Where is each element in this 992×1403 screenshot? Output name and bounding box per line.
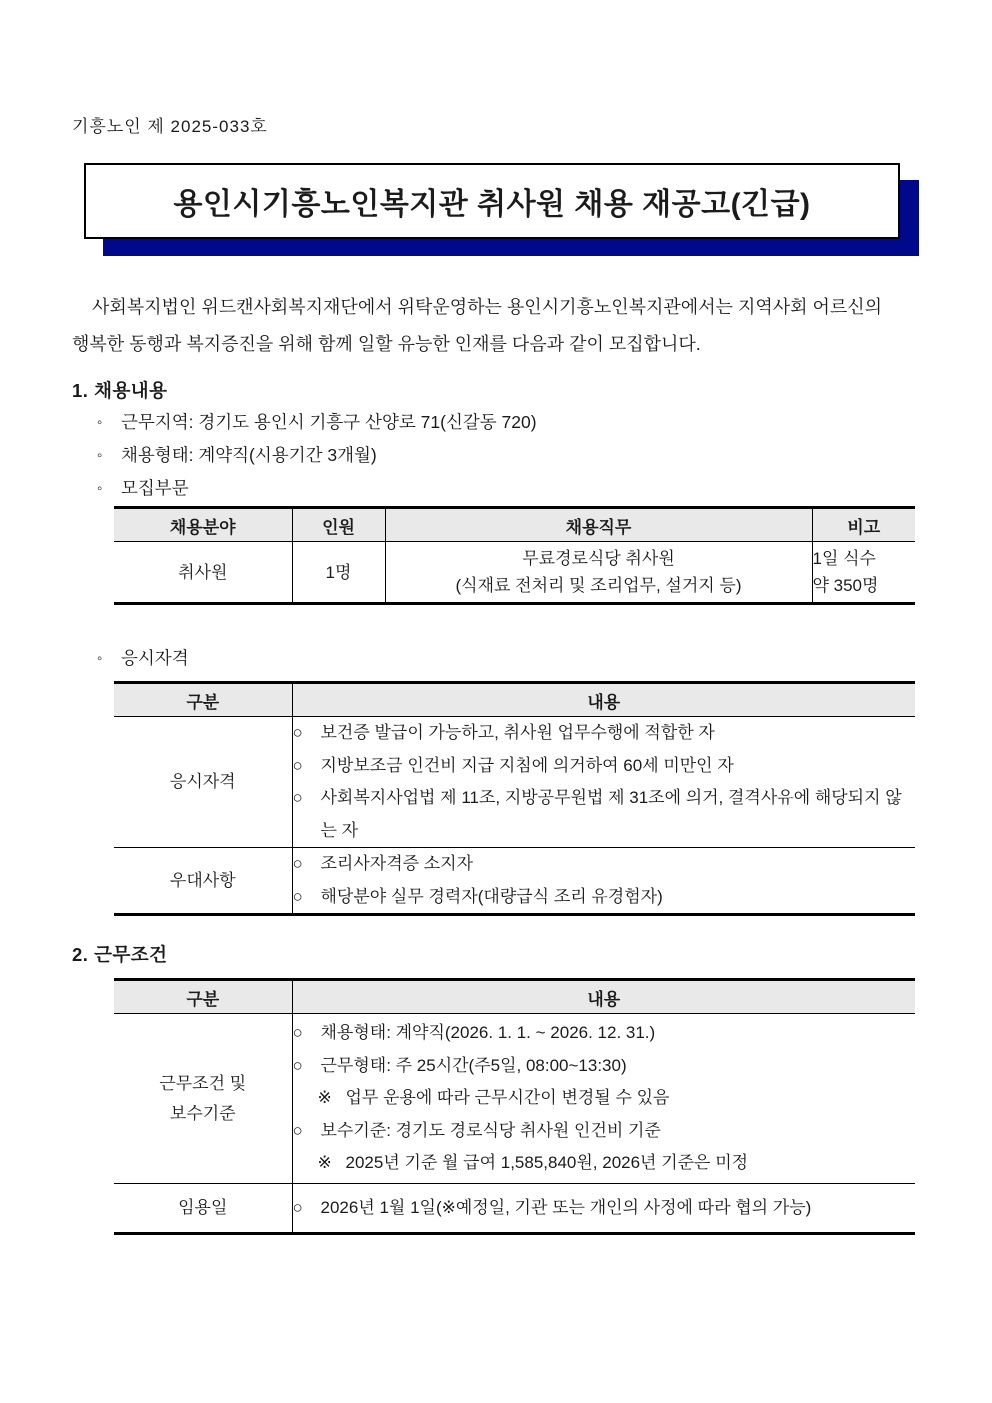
bullet-marker-icon: ◦ (97, 447, 103, 464)
intro-line: 사회복지법인 위드캔사회복지재단에서 위탁운영하는 용인시기흥노인복지관에서는 지역사회 어르신의 (92, 297, 883, 317)
col-header-note: 비고 (812, 508, 915, 542)
section-2-heading: 2. 근무조건 (72, 944, 168, 965)
row-content (292, 1184, 915, 1234)
circle-marker-icon: ○ (292, 1120, 303, 1140)
content-item (293, 881, 916, 914)
col-header-count: 인원 (292, 508, 385, 542)
content-item (293, 1017, 916, 1050)
col-header-content: 내용 (292, 980, 915, 1014)
work-conditions-table (114, 978, 915, 1235)
item-text: 보건증 발급이 가능하고, 취사원 업무수행에 적합한 자 (320, 723, 715, 742)
content-item (293, 1192, 916, 1225)
table-row-appointment-date (114, 1184, 915, 1234)
col-header-category: 구분 (114, 980, 292, 1014)
circle-marker-icon: ○ (292, 1197, 303, 1217)
table-row-conditions-pay (114, 1014, 915, 1184)
circle-marker-icon: ○ (292, 755, 303, 775)
note-line: 약 350명 (812, 576, 879, 595)
cell-duty (385, 542, 812, 604)
item-text: 보수기준: 경기도 경로식당 취사원 인건비 기준 (320, 1120, 661, 1140)
recruit-table (114, 506, 915, 605)
section-1-bullets (97, 406, 537, 505)
circle-marker-icon: ○ (292, 1055, 303, 1075)
bullet-text: 모집부문 (121, 478, 189, 498)
cell-field: 취사원 (114, 542, 292, 604)
label-line: 보수기준 (169, 1103, 236, 1123)
row-label: 임용일 (114, 1184, 292, 1234)
note-line: 1일 식수 (812, 549, 876, 568)
bullet-text: 채용형태: 계약직(시용기간 3개월) (121, 445, 377, 465)
work-conditions-header-row (114, 980, 915, 1014)
row-label: 응시자격 (114, 717, 292, 848)
item-text: 업무 운용에 따라 근무시간이 변경될 수 있음 (345, 1088, 670, 1108)
item-text: 조리사자격증 소지자 (320, 854, 474, 873)
circle-marker-icon: ○ (292, 723, 303, 742)
bullet-item (97, 439, 537, 472)
duty-line: (식재료 전처리 및 조리업무, 설거지 등) (455, 576, 742, 595)
row-label (114, 1014, 292, 1184)
bullet-marker-icon: ◦ (97, 480, 103, 497)
circle-marker-icon: ○ (292, 886, 303, 906)
duty-line: 무료경로식당 취사원 (522, 549, 675, 568)
content-note-item (318, 1082, 916, 1115)
reference-marker-icon: ※ (317, 1153, 332, 1173)
content-item (293, 717, 916, 750)
circle-marker-icon: ○ (292, 1023, 303, 1043)
section-1-heading: 1. 채용내용 (72, 380, 168, 401)
bullet-marker-icon: ◦ (97, 650, 103, 667)
eligibility-bullet (97, 642, 189, 675)
circle-marker-icon: ○ (292, 788, 303, 807)
intro-paragraph (72, 289, 928, 363)
bullet-text: 응시자격 (121, 648, 189, 668)
bullet-item (97, 472, 537, 505)
content-item (293, 782, 916, 847)
row-content (292, 717, 915, 848)
row-content (292, 848, 915, 915)
item-text: 근무형태: 주 25시간(주5일, 08:00~13:30) (320, 1055, 627, 1075)
row-label: 우대사항 (114, 848, 292, 915)
recruit-table-row (114, 542, 915, 604)
item-text: 2026년 1월 1일(※예정일, 기관 또는 개인의 사정에 따라 협의 가능) (320, 1197, 812, 1217)
item-text: 2025년 기준 월 급여 1,585,840원, 2026년 기준은 미정 (345, 1153, 749, 1173)
content-item (293, 848, 916, 881)
bullet-marker-icon: ◦ (97, 414, 103, 431)
col-header-duty: 채용직무 (385, 508, 812, 542)
recruit-table-header-row (114, 508, 915, 542)
cell-note (812, 542, 915, 604)
item-text: 해당분야 실무 경력자(대량급식 조리 유경험자) (320, 886, 663, 906)
document-number: 기흥노인 제 2025-033호 (72, 117, 268, 136)
row-content (292, 1014, 915, 1184)
page-title: 용인시기흥노인복지관 취사원 채용 재공고(긴급) (84, 163, 900, 239)
content-item (293, 750, 916, 783)
col-header-content: 내용 (292, 683, 915, 717)
item-text: 채용형태: 계약직(2026. 1. 1. ~ 2026. 12. 31.) (320, 1023, 656, 1043)
cell-count: 1명 (292, 542, 385, 604)
title-banner (84, 163, 900, 239)
item-text: 지방보조금 인건비 지급 지침에 의거하여 60세 미만인 자 (320, 755, 734, 775)
reference-marker-icon: ※ (317, 1088, 332, 1108)
col-header-field: 채용분야 (114, 508, 292, 542)
table-row-eligibility (114, 717, 915, 848)
intro-line: 행복한 동행과 복지증진을 위해 함께 일할 유능한 인재를 다음과 같이 모집합니다. (72, 334, 701, 354)
content-note-item (318, 1147, 916, 1180)
circle-marker-icon: ○ (292, 854, 303, 873)
item-text: 사회복지사업법 제 11조, 지방공무원법 제 31조에 의거, 결격사유에 해당되지 않는 자 (320, 788, 902, 840)
table-row-preference (114, 848, 915, 915)
eligibility-table-header-row (114, 683, 915, 717)
content-item (293, 1115, 916, 1148)
eligibility-table (114, 681, 915, 916)
bullet-item (97, 642, 189, 675)
bullet-item (97, 406, 537, 439)
col-header-category: 구분 (114, 683, 292, 717)
content-item (293, 1050, 916, 1083)
bullet-text: 근무지역: 경기도 용인시 기흥구 산양로 71(신갈동 720) (121, 412, 537, 432)
label-line: 근무조건 및 (159, 1073, 247, 1093)
